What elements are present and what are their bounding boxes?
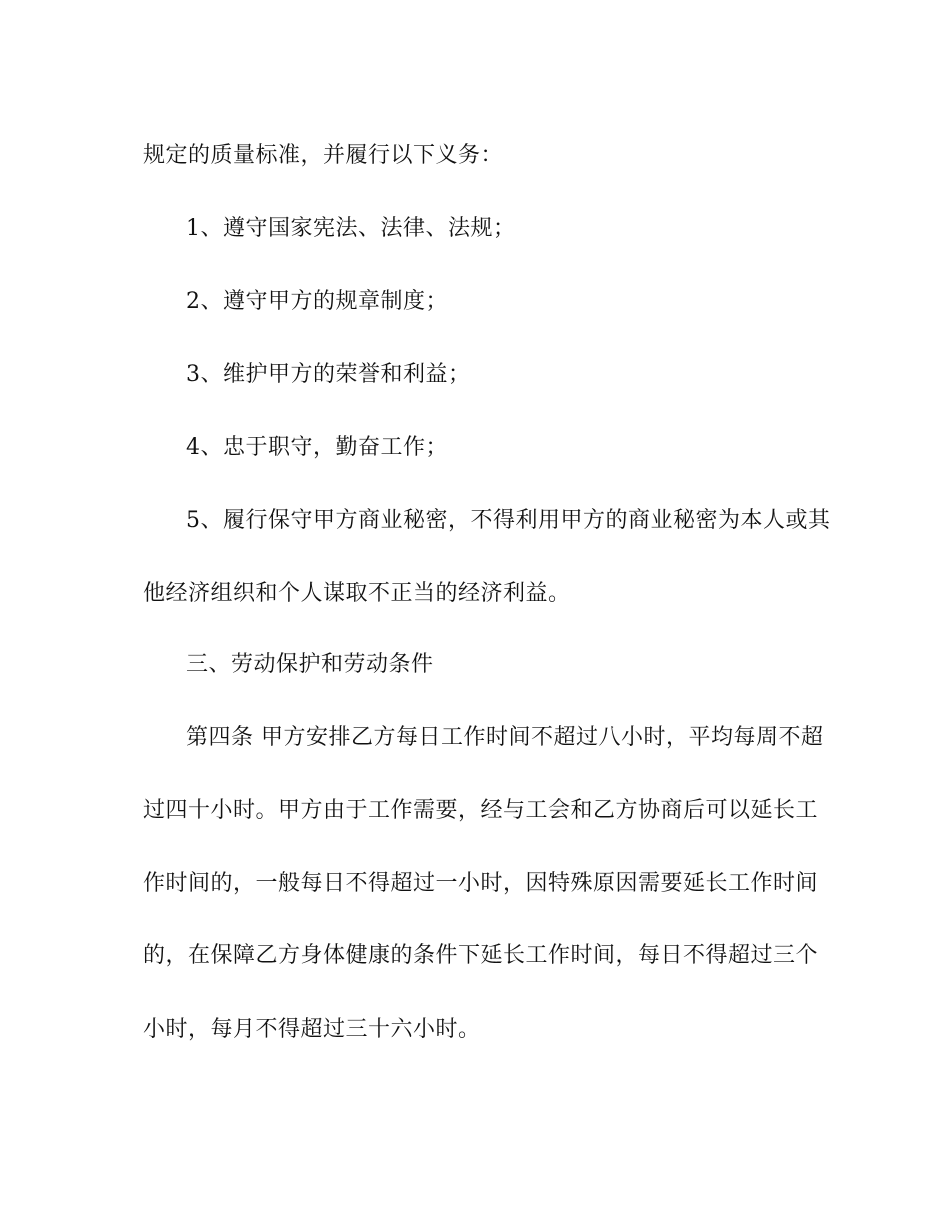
paragraph-line: 第四条 甲方安排乙方每日工作时间不超过八小时，平均每周不超 [186, 725, 824, 750]
paragraph-line: 作时间的，一般每日不得超过一小时，因特殊原因需要延长工作时间 [143, 871, 819, 896]
list-item: 4、忠于职守，勤奋工作； [186, 435, 448, 460]
text-line: 他经济组织和个人谋取不正当的经济利益。 [143, 581, 571, 606]
list-item: 2、遵守甲方的规章制度； [186, 289, 448, 314]
paragraph-line: 小时，每月不得超过三十六小时。 [143, 1017, 481, 1042]
list-item: 1、遵守国家宪法、法律、法规； [186, 216, 516, 241]
list-item: 5、履行保守甲方商业秘密，不得利用甲方的商业秘密为本人或其 [186, 508, 831, 533]
section-heading: 三、劳动保护和劳动条件 [186, 652, 434, 677]
paragraph-line: 过四十小时。甲方由于工作需要，经与工会和乙方协商后可以延长工 [143, 798, 819, 823]
text-line: 规定的质量标准，并履行以下义务： [143, 143, 504, 168]
paragraph-line: 的，在保障乙方身体健康的条件下延长工作时间，每日不得超过三个 [143, 943, 819, 968]
list-item: 3、维护甲方的荣誉和利益； [186, 362, 471, 387]
